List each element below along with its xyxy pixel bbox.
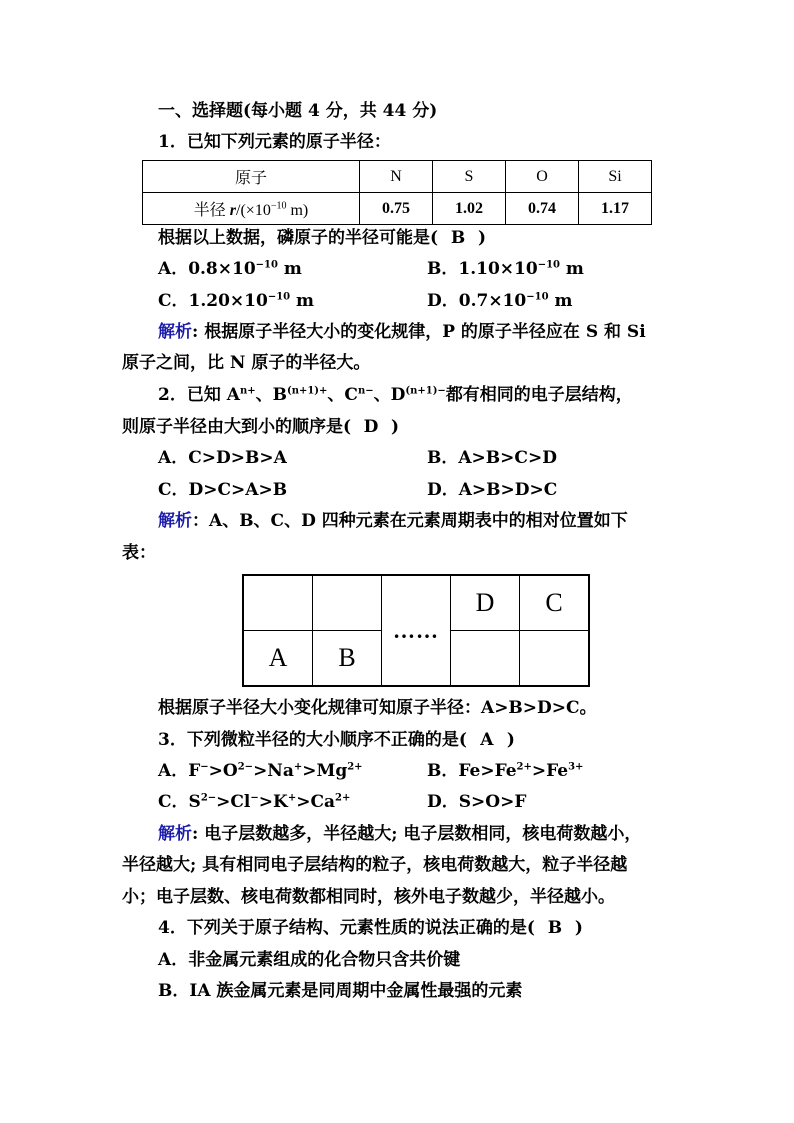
q2-analysis-line2: 表：	[122, 543, 156, 563]
q1-option-a: A．$0.8\times 10^{-10}$ m	[158, 259, 302, 279]
q3-option-a: A．$F^->O^{2-}>Na^+>Mg^{2+}$	[158, 761, 363, 781]
table-row	[243, 575, 589, 631]
q2-conclusion: 根据原子半径大小变化规律可知原子半径：A>B>D>C。	[158, 698, 597, 718]
analysis-label: 解析	[158, 511, 192, 531]
q2-option-c: C．D>C>A>B	[158, 480, 288, 500]
section-title: 一、选择题(每小题 4 分，共 44 分)	[158, 101, 438, 121]
answer: B	[547, 918, 563, 938]
table-cell-radius: 1.02	[433, 193, 506, 225]
table-cell-atom: Si	[579, 161, 652, 193]
q2-option-d: D．A>B>D>C	[427, 480, 558, 500]
table-header-atom: 原子	[143, 161, 360, 193]
table-cell-radius: 0.74	[506, 193, 579, 225]
q2-option-b: B．A>B>C>D	[427, 448, 557, 468]
q2-stem-line1: 2．已知 $A^{n+}$、$B^{(n+1)+}$、$C^{n-}$、$D^{(n+1)-}$都有相同的电子层结构，	[158, 385, 633, 405]
q2-analysis-line1: 解析：A、B、C、D 四种元素在元素周期表中的相对位置如下	[158, 511, 628, 531]
q3-analysis-line2: 半径越大; 具有相同电子层结构的粒子，核电荷数越大，粒子半径越	[122, 855, 628, 875]
table-cell-element: A	[243, 631, 313, 687]
analysis-label: 解析	[158, 322, 192, 342]
q1-option-c: C．$1.20\times 10^{-10}$ m	[158, 291, 315, 311]
answer: B	[450, 228, 466, 248]
q3-option-d: D．S>O>F	[427, 792, 527, 812]
atomic-radius-table	[142, 160, 652, 225]
table-row	[143, 161, 652, 193]
q1-analysis-line1: 解析: 根据原子半径大小的变化规律，P 的原子半径应在 S 和 Si	[158, 322, 646, 342]
table-cell-empty	[243, 575, 313, 631]
table-cell-empty	[451, 631, 520, 687]
q3-stem: 3．下列微粒半径的大小顺序不正确的是( A )	[158, 730, 515, 750]
periodic-position-table	[242, 574, 590, 687]
table-cell-atom: O	[506, 161, 579, 193]
answer: A	[480, 730, 494, 750]
q3-analysis-line3: 小；电子层数、核电荷数都相同时，核外电子数越少，半径越小。	[122, 887, 615, 907]
q4-option-a: A．非金属元素组成的化合物只含共价键	[158, 950, 461, 970]
table-cell-empty	[520, 631, 590, 687]
table-row	[143, 193, 652, 225]
q3-option-c: C．$S^{2-}>Cl^->K^+>Ca^{2+}$	[158, 792, 351, 812]
q2-option-a: A．C>D>B>A	[158, 448, 287, 468]
table-cell-atom: S	[433, 161, 506, 193]
analysis-label: 解析	[158, 824, 192, 844]
table-cell-element: C	[520, 575, 590, 631]
table-cell-element: B	[313, 631, 382, 687]
q1-option-b: B．$1.10\times 10^{-10}$ m	[427, 259, 584, 279]
table-cell-element: D	[451, 575, 520, 631]
q3-analysis-line1: 解析: 电子层数越多，半径越大; 电子层数相同，核电荷数越小，	[158, 824, 642, 844]
table-cell-empty	[313, 575, 382, 631]
table-cell-dots: ……	[382, 575, 451, 686]
q1-analysis-line2: 原子之间，比 N 原子的半径大。	[122, 353, 371, 373]
q3-option-b: B．$Fe>Fe^{2+}>Fe^{3+}$	[427, 761, 584, 781]
table-cell-radius: 1.17	[579, 193, 652, 225]
q1-stem: 1．已知下列元素的原子半径：	[158, 132, 391, 152]
q1-option-d: D．$0.7\times 10^{-10}$ m	[427, 291, 573, 311]
q1-ask: 根据以上数据，磷原子的半径可能是( B )	[158, 228, 487, 248]
q4-option-b: B．ⅠA 族金属元素是同周期中金属性最强的元素	[158, 981, 523, 1001]
q4-stem: 4．下列关于原子结构、元素性质的说法正确的是( B )	[158, 918, 583, 938]
table-cell-radius: 0.75	[360, 193, 433, 225]
table-cell-atom: N	[360, 161, 433, 193]
q2-stem-line2: 则原子半径由大到小的顺序是( D )	[122, 417, 400, 437]
table-header-radius: 半径 $r/(\times 10^{-10}$ m)	[143, 193, 360, 225]
answer: D	[363, 417, 379, 437]
